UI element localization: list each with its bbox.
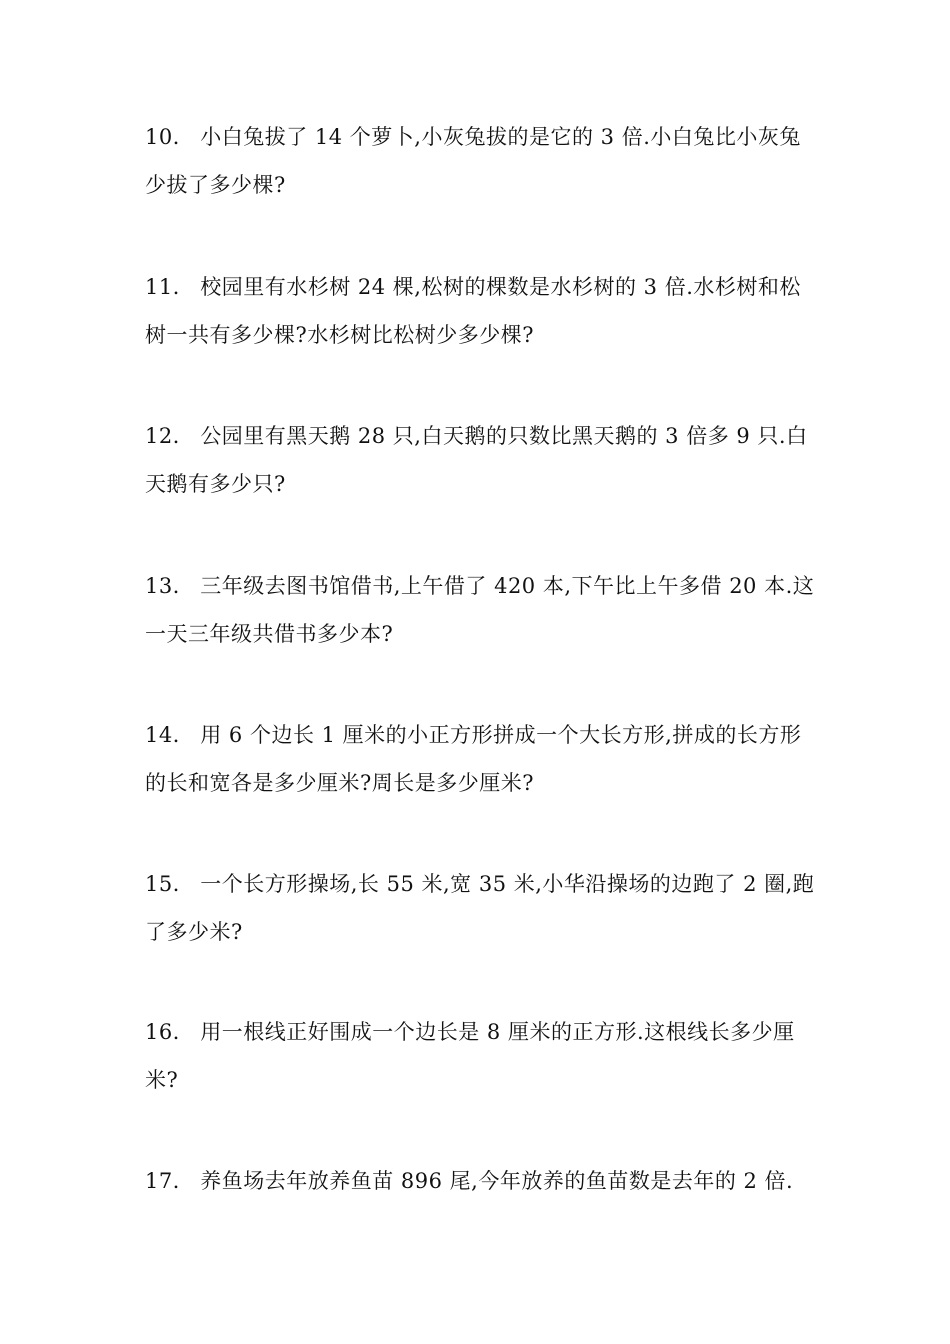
problem-number: 17． bbox=[145, 1169, 195, 1193]
problem-number: 16． bbox=[145, 1020, 195, 1044]
problem-12 bbox=[145, 412, 815, 508]
problem-number: 11． bbox=[145, 275, 195, 299]
problem-17 bbox=[145, 1157, 815, 1205]
problem-text: 校园里有水杉树 24 棵,松树的棵数是水杉树的 3 倍.水杉树和松树一共有多少棵?水杉树比松树少多少棵? bbox=[145, 275, 801, 347]
problem-text: 公园里有黑天鹅 28 只,白天鹅的只数比黑天鹅的 3 倍多 9 只.白天鹅有多少只? bbox=[145, 424, 808, 496]
problem-15 bbox=[145, 860, 815, 956]
problem-10 bbox=[145, 113, 815, 209]
problem-text: 小白兔拔了 14 个萝卜,小灰兔拔的是它的 3 倍.小白兔比小灰兔少拔了多少棵? bbox=[145, 125, 801, 197]
problem-13 bbox=[145, 562, 815, 658]
problem-text: 三年级去图书馆借书,上午借了 420 本,下午比上午多借 20 本.这一天三年级共借书多少本? bbox=[145, 574, 815, 646]
problem-number: 12． bbox=[145, 424, 195, 448]
problem-text: 养鱼场去年放养鱼苗 896 尾,今年放养的鱼苗数是去年的 2 倍. bbox=[200, 1169, 794, 1193]
problem-number: 15． bbox=[145, 872, 195, 896]
problem-text: 一个长方形操场,长 55 米,宽 35 米,小华沿操场的边跑了 2 圈,跑了多少米? bbox=[145, 872, 815, 944]
problem-number: 14． bbox=[145, 723, 195, 747]
problem-number: 13． bbox=[145, 574, 195, 598]
problem-text: 用一根线正好围成一个边长是 8 厘米的正方形.这根线长多少厘米? bbox=[145, 1020, 795, 1092]
problem-14 bbox=[145, 711, 815, 807]
problem-11 bbox=[145, 263, 815, 359]
problem-text: 用 6 个边长 1 厘米的小正方形拼成一个大长方形,拼成的长方形的长和宽各是多少厘米?周长是多少厘米? bbox=[145, 723, 802, 795]
problem-number: 10． bbox=[145, 125, 195, 149]
problem-16 bbox=[145, 1008, 815, 1104]
